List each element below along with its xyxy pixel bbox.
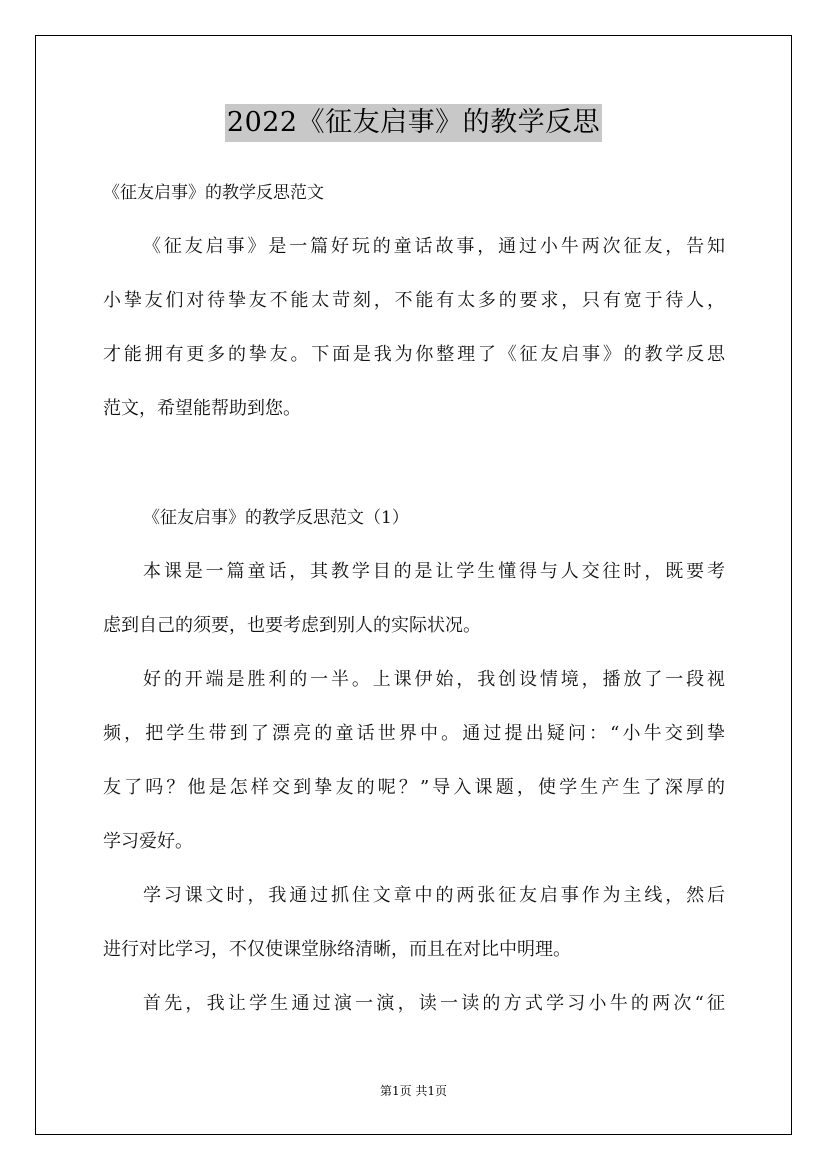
para2-line-4: 学习爱好。: [103, 831, 193, 852]
para1-line-1: 本课是一篇童话，其教学目的是让学生懂得与人交往时，既要考: [143, 561, 725, 582]
document-subtitle: 《征友启事》的教学反思范文: [103, 183, 324, 203]
intro-line-3: 才能拥有更多的挚友。下面是我为你整理了《征友启事》的教学反思: [103, 344, 725, 365]
para2-line-1: 好的开端是胜利的一半。上课伊始，我创设情境，播放了一段视: [143, 669, 725, 690]
intro-line-2: 小挚友们对待挚友不能太苛刻，不能有太多的要求，只有宽于待人，: [103, 290, 725, 311]
para3-line-2: 进行对比学习，不仅使课堂脉络清晰，而且在对比中明理。: [103, 939, 571, 960]
intro-line-1: 《征友启事》是一篇好玩的童话故事，通过小牛两次征友，告知: [143, 236, 725, 257]
intro-line-4: 范文，希望能帮助到您。: [103, 398, 301, 419]
para1-line-2: 虑到自己的须要，也要考虑到别人的实际状况。: [103, 615, 481, 636]
para2-line-2: 频，把学生带到了漂亮的童话世界中。通过提出疑问：“小牛交到挚: [103, 723, 725, 744]
document-title: 2022《征友启事》的教学反思: [225, 104, 602, 142]
para2-line-3: 友了吗？他是怎样交到挚友的呢？”导入课题，使学生产生了深厚的: [103, 777, 725, 798]
title-container: [0, 104, 827, 142]
section-heading: 《征友启事》的教学反思范文（1）: [143, 508, 409, 528]
page-footer: 第1页 共1页: [379, 1084, 448, 1098]
para3-line-1: 学习课文时，我通过抓住文章中的两张征友启事作为主线，然后: [143, 885, 725, 906]
para4-line-1: 首先，我让学生通过演一演，读一读的方式学习小牛的两次“征: [143, 993, 725, 1014]
